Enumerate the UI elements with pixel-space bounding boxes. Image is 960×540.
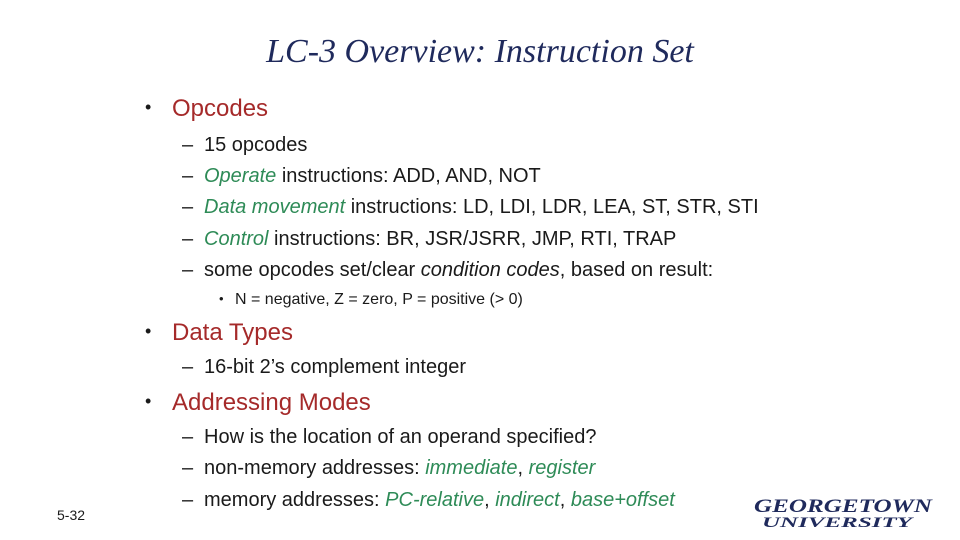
bullet-icon: • (219, 291, 224, 306)
list-item (182, 165, 541, 188)
term-condition-codes: condition codes (420, 259, 560, 281)
dash-icon: – (182, 426, 194, 448)
separator: , (484, 489, 496, 511)
list-subitem (219, 291, 523, 309)
item-text: instructions: ADD, AND, NOT (276, 165, 541, 187)
dash-icon: – (182, 457, 194, 479)
slide-number: 5-32 (57, 507, 86, 523)
heading-addressing-label: Addressing Modes (172, 389, 371, 416)
heading-addressing-modes (145, 389, 371, 417)
item-text: memory addresses: (204, 489, 386, 511)
bullet-icon: • (145, 321, 152, 341)
list-item (182, 489, 675, 512)
term-pc-relative: PC-relative (385, 489, 485, 511)
dash-icon: – (182, 259, 194, 281)
dash-icon: – (182, 489, 194, 511)
heading-data-types-label: Data Types (172, 319, 293, 346)
term-base-offset: base+offset (570, 489, 675, 511)
logo-line2: UNIVERSITY (762, 515, 916, 530)
item-text: 15 opcodes (204, 134, 308, 156)
separator: , (559, 489, 571, 511)
dash-icon: – (182, 356, 194, 378)
item-text: some opcodes set/clear (204, 259, 421, 281)
list-item (182, 356, 466, 379)
term-control: Control (204, 228, 269, 250)
term-register: register (528, 457, 596, 479)
item-text: , based on result: (559, 259, 714, 281)
list-item (182, 259, 713, 282)
item-text: instructions: BR, JSR/JSRR, JMP, RTI, TRAP (268, 228, 677, 250)
dash-icon: – (182, 165, 194, 187)
georgetown-logo (752, 494, 936, 530)
bullet-icon: • (145, 97, 152, 117)
list-item (182, 134, 307, 157)
item-text: How is the location of an operand specified? (204, 426, 597, 448)
term-indirect: indirect (495, 489, 560, 511)
list-item (182, 426, 596, 449)
heading-data-types (145, 319, 293, 347)
bullet-icon: • (145, 391, 152, 411)
list-item (182, 196, 759, 219)
list-item (182, 228, 676, 251)
dash-icon: – (182, 196, 194, 218)
item-text: 16-bit 2’s complement integer (204, 356, 466, 378)
heading-opcodes-label: Opcodes (172, 95, 269, 122)
heading-opcodes (145, 95, 268, 123)
item-text: instructions: LD, LDI, LDR, LEA, ST, STR, STI (345, 196, 759, 218)
separator: , (517, 457, 529, 479)
term-immediate: immediate (425, 457, 518, 479)
dash-icon: – (182, 228, 194, 250)
item-text: N = negative, Z = zero, P = positive (> 0) (235, 291, 523, 308)
slide-title: LC-3 Overview: Instruction Set (266, 33, 694, 70)
term-data-movement: Data movement (204, 196, 346, 218)
list-item (182, 457, 595, 480)
term-operate: Operate (204, 165, 277, 187)
item-text: non-memory addresses: (204, 457, 426, 479)
logo-line1: GEORGETOWN (754, 496, 934, 517)
dash-icon: – (182, 134, 194, 156)
